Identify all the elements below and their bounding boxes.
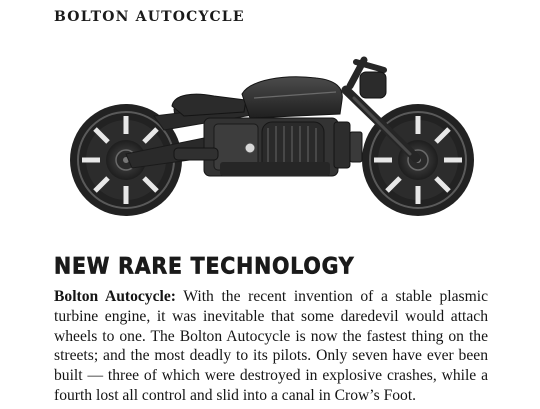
description-paragraph (54, 287, 488, 406)
headlight (360, 72, 386, 98)
page-header-title: BOLTON AUTOCYCLE (54, 9, 245, 25)
description-text: With the recent invention of a stable plasmic turbine engine, it was inevitable that some daredevil would attach wheels to one. The Bolton Autocycle is now the fastest thing on the streets; and the most deadly to its pilots. Only seven have ever been built — three of which were destroyed in explosive crashes, while a fourth lost all control and slid into a canal in Crow’s Foot. (54, 288, 488, 404)
lead-term: Bolton Autocycle: (54, 288, 176, 305)
seat (172, 94, 246, 116)
section-heading: NEW RARE TECHNOLOGY (54, 253, 355, 279)
autocycle-illustration (54, 54, 494, 244)
turbine-engine (204, 118, 338, 176)
